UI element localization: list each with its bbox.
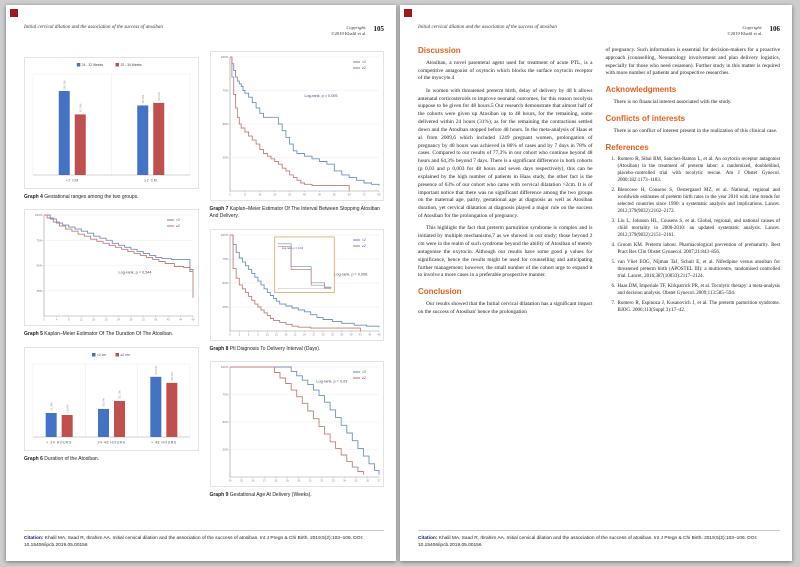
svg-text:64: 64 xyxy=(347,193,351,197)
svg-text:100%: 100% xyxy=(220,232,228,237)
svg-text:34: 34 xyxy=(342,479,346,483)
svg-text:9: 9 xyxy=(256,333,259,337)
graph6-caption-label: Graph 6 xyxy=(24,455,43,462)
right-page xyxy=(400,5,792,561)
graph8-caption-text: Ptl Diagnosis To Delivery Interval (Days). xyxy=(229,345,321,352)
acknowledgments-heading: Acknowledgments xyxy=(605,85,677,95)
text-column-1 xyxy=(418,47,593,511)
discussion-paragraph: In women with threatened preterm birth, delay of delivery by 48 h allows antenatal corticosteroids to improve neonatal outcomes, for this reason tocolysis suppose to be given for 48 hours.5 Our research demonstrate that almost half of the cohorts were given up Atosiban up to 48 hours, for the remaining, some delivered within 24 hours (31%), as for the remaining the contractions settled down and the Atosiban stopped before 48 hours. In the meta-analysis of Haas et al. from 2009,6 which included 1249 pregnant women, prolongation of pregnancy by 48 hours was achieved in 86% of cases and by 7 days in 78% of cases. Compared to our results of 77,3% in our cohort who continue beyond 48 hours and 64,3% beyond 7 days. There is a significant difference in both cohorts (p 0,03 and p 0,003 for 48 hours and seven days respectively), this can be explained by the high number of patients in Haas study, the other fact is the presence of 63% of our cohort who came with cervical dilatation >2cm. It is of important notice that there was no significant difference among the two groups on the maternal age, parity, gestational age at diagnosis as well as Atosiban duration, yet cervical dilatation at diagnosis played a major rule on the success of Atosiban for the prolongation of pregnancy. xyxy=(418,87,593,220)
svg-text:28: 28 xyxy=(273,479,277,483)
svg-text:20: 20 xyxy=(104,318,108,322)
svg-text:75%: 75% xyxy=(221,392,228,397)
svg-text:12: 12 xyxy=(265,333,269,337)
svg-text:56: 56 xyxy=(332,193,336,197)
svg-text:75%: 75% xyxy=(36,238,43,243)
svg-text:0: 0 xyxy=(228,333,231,337)
svg-text:<2 cm: <2 cm xyxy=(97,352,107,357)
page-number: 105 xyxy=(373,25,384,33)
graph6-caption xyxy=(24,456,199,463)
left-page-columns xyxy=(24,51,384,513)
svg-text:24: 24 xyxy=(117,318,120,322)
graph9-km-chart xyxy=(210,361,385,487)
svg-text:≥2: ≥2 xyxy=(361,375,366,380)
svg-text:<2: <2 xyxy=(361,369,366,374)
svg-text:100%: 100% xyxy=(220,55,228,59)
svg-text:25.0%: 25.0% xyxy=(101,397,106,407)
graph6-caption-text: Duration of the Atosiban. xyxy=(44,455,100,462)
graph5-caption-label: Graph 5 xyxy=(24,331,43,338)
svg-text:80: 80 xyxy=(377,193,380,197)
svg-text:27: 27 xyxy=(311,333,315,337)
svg-text:6: 6 xyxy=(247,333,249,337)
svg-text:32: 32 xyxy=(141,318,145,322)
graphs-column-2 xyxy=(210,51,385,513)
conclusion-continuation: of pregnancy. Such information is essential for decision-makers for a proactive approach (counselling, Neonatology involvement and plan delivery logistics, especially for those who need cesarean). Further study in this matter is required with more number of patients and prospective researches. xyxy=(605,47,780,77)
svg-text:48: 48 xyxy=(191,318,195,322)
svg-text:29: 29 xyxy=(285,479,289,483)
reference-item: 6. Haas DM, Imperiale TF, Kirkpatrick PR, et al. Tocolytic therapy: a meta-analysis and decision analysis. Obstet Gynecol. 2009;113:585–594. xyxy=(617,283,781,297)
svg-text:40: 40 xyxy=(166,318,170,322)
svg-text:30: 30 xyxy=(321,333,325,337)
svg-text:Log-rank, p = 0,04: Log-rank, p = 0,04 xyxy=(281,246,303,250)
reference-item: 1. Romero R, Sibai BM, Sanchez-Ramos L, et al. An oxytocin receptor antagonist (Atosiban) in the treatment of preterm labor: a randomized, doubleblind, placebo-controlled trial with tocolytic rescue. Am J Obstet Gynecol. 2000;182:1173–1183. xyxy=(617,156,781,184)
svg-text:32 - 34 Weeks: 32 - 34 Weeks xyxy=(120,63,142,68)
svg-text:50%: 50% xyxy=(221,280,228,285)
svg-text:25%: 25% xyxy=(221,447,228,452)
svg-text:36: 36 xyxy=(339,333,343,337)
copyright-label: Copyright: xyxy=(346,25,367,30)
graph8-km-chart xyxy=(210,229,385,341)
svg-text:Log-rank, p = 0,008: Log-rank, p = 0,008 xyxy=(333,271,367,276)
text-column-2 xyxy=(606,47,781,511)
svg-text:36: 36 xyxy=(365,479,369,483)
conclusion-paragraph: Our results showed that the Initial cervical dilatation has a significant impact on the success of Atosiban' hence the prolongation xyxy=(418,300,593,315)
graph4-caption-text: Gestational ranges among the two groups. xyxy=(44,194,139,200)
page-number: 106 xyxy=(769,25,780,33)
svg-text:≥2: ≥2 xyxy=(361,66,366,71)
graphs-column-1 xyxy=(24,51,199,513)
svg-text:48: 48 xyxy=(377,333,380,337)
svg-text:24 - 32 Weeks: 24 - 32 Weeks xyxy=(81,63,104,68)
svg-text:75%: 75% xyxy=(221,88,228,93)
right-page-header xyxy=(418,25,780,37)
svg-text:8: 8 xyxy=(243,193,246,197)
graph4-caption xyxy=(24,194,199,201)
left-page-header xyxy=(24,25,384,37)
svg-text:45: 45 xyxy=(367,333,371,337)
svg-text:42: 42 xyxy=(358,333,362,337)
svg-text:24-48 HOURS: 24-48 HOURS xyxy=(97,440,126,444)
svg-text:27: 27 xyxy=(262,479,266,483)
svg-text:50.0%: 50.0% xyxy=(156,92,161,101)
svg-text:<2: <2 xyxy=(176,218,180,223)
discussion-heading: Discussion xyxy=(418,46,461,55)
svg-text:16: 16 xyxy=(92,318,96,322)
svg-text:21: 21 xyxy=(293,333,297,337)
graph5-caption-text: Kaplan–Meier Estimator Of The Duration Of The Atosiban. xyxy=(44,331,174,338)
graph5-caption xyxy=(24,331,199,338)
svg-text:53.6%: 53.6% xyxy=(154,365,159,375)
citation-label: Citation: xyxy=(24,535,44,541)
conflicts-paragraph: There is no conflict of interest present in the realization of this clinical case. xyxy=(613,127,778,134)
copyright-block xyxy=(331,25,366,37)
running-title: Initial cervical dilation and the association of the success of atosiban xyxy=(418,25,557,30)
svg-text:33: 33 xyxy=(331,479,335,483)
graph7-caption-text: Kaplan–Meier Estimator Of The Interval Between Stopping Atosiban And Delivery. xyxy=(209,206,381,220)
svg-text:25%: 25% xyxy=(221,155,228,160)
copyright-label: Copyright: xyxy=(742,25,763,30)
svg-text:16: 16 xyxy=(257,193,261,197)
svg-text:0: 0 xyxy=(228,193,231,197)
svg-text:0: 0 xyxy=(43,318,45,322)
svg-text:32: 32 xyxy=(287,193,291,197)
svg-text:≥2: ≥2 xyxy=(361,243,366,248)
svg-text:33: 33 xyxy=(330,333,334,337)
svg-text:37: 37 xyxy=(377,479,380,483)
reference-item: 3. Liu L, Johnson HL, Cousens S, et al. Global, regional, and national causes of child mortality in 2000-2010: an updated systematic analysis. Lancet. 2012;379(9832):2151–2161. xyxy=(617,218,781,239)
svg-text:> 48 HOURS: > 48 HOURS xyxy=(151,440,177,444)
svg-text:100%: 100% xyxy=(220,364,228,369)
svg-text:15: 15 xyxy=(274,333,278,337)
svg-text:24: 24 xyxy=(272,193,276,197)
svg-text:35: 35 xyxy=(354,479,358,483)
svg-text:21.4%: 21.4% xyxy=(49,401,54,411)
discussion-paragraph: Atosiban, a novel parenteral agent used for treatment of acute PTL, is a competitive antagonist of oxytocin which blocks the surface oxytocin receptor of the myocyte.4 xyxy=(418,59,593,82)
graph8-caption-label: Graph 8 xyxy=(209,345,229,352)
svg-text:4: 4 xyxy=(55,318,58,322)
acknowledgments-paragraph: There is no financial interest associated with the study. xyxy=(613,99,732,106)
svg-text:24: 24 xyxy=(228,479,231,483)
right-page-columns xyxy=(418,47,780,511)
svg-text:44: 44 xyxy=(179,318,183,322)
discussion-paragraph: This highlight the fact that preterm parturition syndrome is complex and is initiated by multiple mechanisms,7 as we showed in our study; those beyond 2 cm were in the realm of such syndrome beyond the ability of Atosiban of merely antagonise the oxytocin. Although our results have some good p values for significance, hence the results might be used for counselling and anticipating further management; however, the small number of the cohort urge to expand it to involve a more cases in a preferable prospective manner. xyxy=(418,225,593,279)
svg-text:48: 48 xyxy=(317,193,321,197)
reference-item: 5. van Vliet EOG, Nijman TaJ, Schuit E, et al. Nifedipine versus atosiban for threatened preterm birth (APOSTEL III): a multicentre, randomised controlled trial. Lancet, 2016;387(10033):2117–2124. xyxy=(617,259,781,280)
graph4-bar-chart xyxy=(24,57,199,189)
conflicts-heading: Conflicts of interests xyxy=(605,113,686,123)
svg-text:Log-rank, p = 0,544: Log-rank, p = 0,544 xyxy=(118,270,152,275)
graph7-caption-label: Graph 7 xyxy=(209,206,229,212)
left-page-footer xyxy=(24,530,384,549)
svg-text:42.0%: 42.0% xyxy=(78,103,83,113)
svg-text:≥2 cm: ≥2 cm xyxy=(120,352,130,357)
graph6-bar-chart xyxy=(24,347,199,451)
svg-text:8: 8 xyxy=(68,318,70,322)
svg-text:Log-rank, p = 0,005: Log-rank, p = 0,005 xyxy=(304,94,338,99)
svg-text:<2: <2 xyxy=(361,60,366,65)
svg-text:25%: 25% xyxy=(36,289,43,293)
graph8-caption xyxy=(210,346,385,353)
page-corner-mark xyxy=(404,9,412,17)
citation-label: Citation: xyxy=(418,535,438,541)
svg-text:39: 39 xyxy=(349,333,353,337)
copyright-value: ©2019 Khalil et al. xyxy=(727,30,763,36)
svg-text:< 24 HOURS: < 24 HOURS xyxy=(46,440,72,444)
svg-text:50%: 50% xyxy=(221,122,228,126)
citation-text: Khalil MA, Saad R, Ibrahim AA. Initial cervical dilation and the association of the success of atosiban. Int J Pregn & Chi Birth. 2019;5(2):103‒106. DOI: 10.15406/ipcb.2019.05.00156 xyxy=(24,535,364,548)
svg-text:≥2: ≥2 xyxy=(176,224,180,229)
svg-text:48.2%: 48.2% xyxy=(140,94,145,104)
graph7-km-chart xyxy=(210,51,385,201)
svg-text:40: 40 xyxy=(302,193,306,197)
copyright-value: ©2019 Khalil et al. xyxy=(331,30,367,36)
svg-text:32: 32 xyxy=(319,479,323,483)
svg-text:18: 18 xyxy=(283,333,287,337)
citation-text: Khalil MA, Saad R, Ibrahim AA. Initial cervical dilation and the association of the success of atosiban. Int J Pregn & Chi Birth. 2019;5(2):103‒106. DOI: 10.15406/ipcb.2019.05.00156 xyxy=(418,535,758,548)
svg-text:58.2%: 58.2% xyxy=(62,80,67,90)
conclusion-heading: Conclusion xyxy=(418,287,462,297)
svg-text:12: 12 xyxy=(79,318,83,322)
graph9-caption-text: Gestational Age At Delivery (Weeks). xyxy=(229,491,312,498)
svg-text:36: 36 xyxy=(154,318,158,322)
svg-text:30: 30 xyxy=(296,479,300,483)
svg-text:50%: 50% xyxy=(221,419,228,424)
svg-text:<2 CM: <2 CM xyxy=(65,178,79,183)
svg-text:50%: 50% xyxy=(36,263,43,268)
svg-text:Log-rank, p = 0,03: Log-rank, p = 0,03 xyxy=(315,379,347,384)
running-title: Initial cervical dilation and the association of the success of atosiban xyxy=(24,25,163,30)
left-page xyxy=(6,5,396,561)
reference-item: 4. Groom KM. Preterm labour. Pharmacological prevention of prematurity. Best Pract Res Clin Obstet Gynaecol. 2007;21:843–856. xyxy=(617,242,781,256)
references-list xyxy=(606,156,781,314)
reference-item: 2. Blencowe H, Cousens S, Oestergaard MZ, et al. National, regional and worldwide estimates of preterm birth rates in the year 2010 with time trends for selected countries since 1990: a systematic analysis and implications. Lancet. 2012;379(9832):2162–2172. xyxy=(617,187,781,215)
svg-text:24: 24 xyxy=(302,333,306,337)
svg-text:72: 72 xyxy=(362,193,366,197)
graph9-caption xyxy=(210,492,385,499)
svg-text:75%: 75% xyxy=(221,256,228,261)
svg-text:25: 25 xyxy=(239,479,243,483)
svg-text:100%: 100% xyxy=(34,213,43,218)
svg-text:48.2%: 48.2% xyxy=(170,371,175,381)
svg-text:3: 3 xyxy=(238,333,240,337)
svg-text:26: 26 xyxy=(250,479,254,483)
svg-text:28: 28 xyxy=(129,318,133,322)
svg-text:31: 31 xyxy=(308,479,312,483)
reference-item: 7. Romero R, Espinoza J, Kusanovich J, et al. The preterm parturition syndrome. BJOG. 2006;113(Suppl 3):17–42. xyxy=(617,300,781,314)
svg-text:32.1%: 32.1% xyxy=(117,389,122,399)
svg-text:≥2 CM: ≥2 CM xyxy=(144,178,158,183)
references-heading: References xyxy=(605,142,649,152)
graph4-caption-label: Graph 4 xyxy=(24,194,43,200)
graph5-km-chart xyxy=(24,209,199,326)
graph7-caption xyxy=(210,206,385,221)
copyright-block xyxy=(727,25,762,37)
svg-text:19.6%: 19.6% xyxy=(65,403,70,413)
graph9-caption-label: Graph 9 xyxy=(209,491,229,498)
right-page-footer xyxy=(418,530,780,549)
svg-text:<2: <2 xyxy=(361,237,366,242)
svg-text:25%: 25% xyxy=(221,304,228,309)
page-corner-mark xyxy=(10,9,18,17)
